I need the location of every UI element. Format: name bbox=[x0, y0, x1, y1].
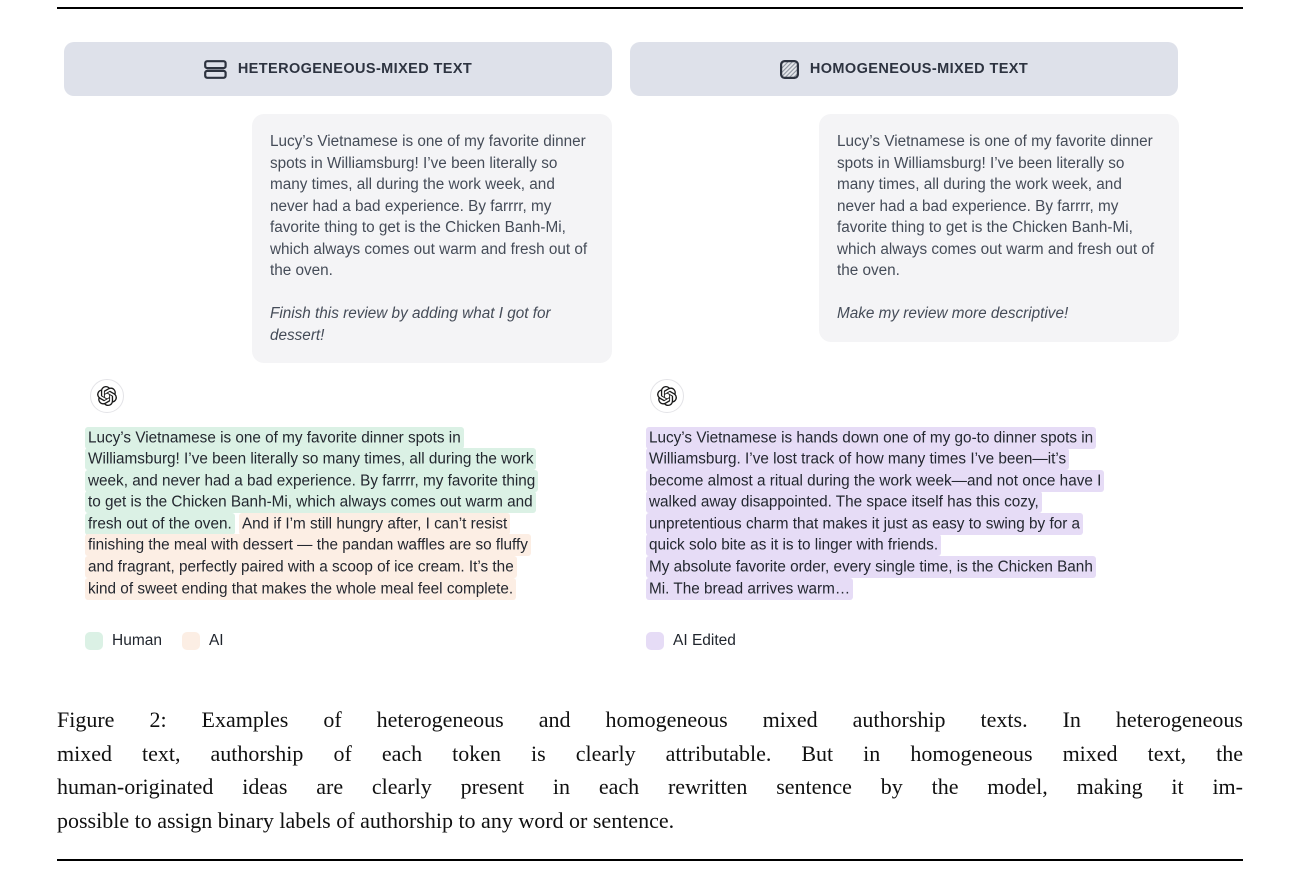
highlight-segment-ai-edited: Mi. The bread arrives warm… bbox=[646, 578, 853, 600]
highlight-segment-human: Lucy’s Vietnamese is one of my favorite dinner spots in bbox=[85, 427, 464, 449]
response-line bbox=[85, 513, 538, 535]
response-text bbox=[646, 427, 1104, 600]
highlight-segment-human: to get is the Chicken Banh-Mi, which always comes out warm and bbox=[85, 491, 536, 513]
response-line bbox=[646, 470, 1104, 492]
highlight-segment-ai: and fragrant, perfectly paired with a scoop of ice cream. It’s the bbox=[85, 556, 517, 578]
caption-line: Figure 2: Examples of heterogeneous and homogeneous mixed authorship texts. In heterogeneous bbox=[57, 707, 1243, 732]
highlight-segment-human: fresh out of the oven. bbox=[85, 513, 235, 535]
prompt-instruction: Make my review more descriptive! bbox=[837, 305, 1069, 322]
figure-bottom-rule bbox=[57, 859, 1243, 861]
prompt-body: Lucy’s Vietnamese is one of my favorite dinner spots in Williamsburg! I’ve been literally so many times, all during the work week, and never had a bad experience. By farrrr, my favorite thing to get is the Chicken Banh-Mi, which always comes out warm and fresh out of the oven. bbox=[270, 133, 588, 279]
response-line bbox=[85, 578, 538, 600]
user-prompt-card bbox=[819, 114, 1179, 342]
legend bbox=[85, 632, 224, 650]
openai-logo-icon bbox=[650, 379, 684, 413]
response-line bbox=[646, 513, 1104, 535]
caption-line: mixed text, authorship of each token is clearly attributable. But in homogeneous mixed text, the bbox=[57, 740, 1243, 766]
prompt-body: Lucy’s Vietnamese is one of my favorite dinner spots in Williamsburg! I’ve been literally so many times, all during the work week, and never had a bad experience. By farrrr, my favorite thing to get is the Chicken Banh-Mi, which always comes out warm and fresh out of the oven. bbox=[837, 133, 1155, 279]
response-line bbox=[646, 535, 1104, 557]
response-line bbox=[646, 578, 1104, 600]
legend-swatch-ai-edited bbox=[646, 632, 664, 650]
highlight-segment-ai-edited: walked away disappointed. The space itself has this cozy, bbox=[646, 491, 1042, 513]
legend-swatch-human bbox=[85, 632, 103, 650]
highlight-segment-ai: kind of sweet ending that makes the whole meal feel complete. bbox=[85, 578, 516, 600]
highlight-segment-ai-edited: become almost a ritual during the work week—and not once have I bbox=[646, 470, 1104, 492]
caption-line: human-originated ideas are clearly present in each rewritten sentence by the model, making it im- bbox=[57, 774, 1243, 799]
openai-logo-icon bbox=[90, 379, 124, 413]
caption-line: possible to assign binary labels of authorship to any word or sentence. bbox=[57, 807, 675, 833]
figure-top-rule bbox=[57, 7, 1243, 9]
legend-item bbox=[646, 632, 736, 650]
response-line bbox=[85, 470, 538, 492]
highlight-segment-ai: And if I’m still hungry after, I can’t resist bbox=[239, 513, 510, 535]
response-text bbox=[85, 427, 538, 600]
prompt-instruction: Finish this review by adding what I got for dessert! bbox=[270, 305, 551, 344]
stacked-rows-icon bbox=[204, 60, 227, 79]
highlight-segment-ai-edited: My absolute favorite order, every single time, is the Chicken Banh bbox=[646, 556, 1096, 578]
response-line bbox=[646, 492, 1104, 514]
highlight-segment-human: week, and never had a bad experience. By farrrr, my favorite thing bbox=[85, 470, 538, 492]
response-line bbox=[646, 427, 1104, 449]
legend-label: AI Edited bbox=[673, 632, 736, 649]
legend-item bbox=[85, 632, 162, 650]
response-line bbox=[85, 427, 538, 449]
highlight-segment-ai-edited: unpretentious charm that makes it just as easy to swing by for a bbox=[646, 513, 1083, 535]
legend-item bbox=[182, 632, 224, 650]
highlight-segment-ai-edited: Williamsburg. I’ve lost track of how many times I’ve been—it’s bbox=[646, 448, 1069, 470]
response-line bbox=[646, 557, 1104, 579]
header-label: HETEROGENEOUS-MIXED TEXT bbox=[237, 61, 473, 77]
legend-label: AI bbox=[208, 632, 224, 649]
response-line bbox=[85, 492, 538, 514]
highlight-segment-human: Williamsburg! I’ve been literally so many times, all during the work bbox=[85, 448, 536, 470]
homogeneous-header-pill bbox=[630, 42, 1178, 96]
heterogeneous-header-pill bbox=[64, 42, 612, 96]
legend-swatch-ai bbox=[182, 632, 200, 650]
user-prompt-card bbox=[252, 114, 612, 363]
figure-caption bbox=[57, 703, 1243, 837]
highlight-segment-ai-edited: Lucy’s Vietnamese is hands down one of my go-to dinner spots in bbox=[646, 427, 1096, 449]
header-label: HOMOGENEOUS-MIXED TEXT bbox=[809, 61, 1029, 77]
response-line bbox=[85, 557, 538, 579]
response-line bbox=[85, 535, 538, 557]
legend bbox=[646, 632, 736, 650]
highlight-segment-ai-edited: quick solo bite as it is to linger with friends. bbox=[646, 534, 941, 556]
legend-label: Human bbox=[112, 632, 162, 649]
response-line bbox=[85, 449, 538, 471]
highlight-segment-ai: finishing the meal with dessert — the pandan waffles are so fluffy bbox=[85, 534, 531, 556]
response-line bbox=[646, 449, 1104, 471]
hatched-square-icon bbox=[780, 60, 799, 79]
